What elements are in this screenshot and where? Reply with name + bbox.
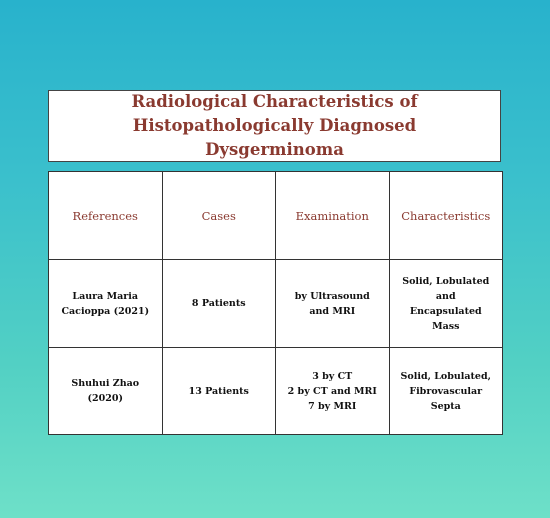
examination-line: by Ultrasound and MRI [294,290,370,317]
header-cases: Cases [162,172,276,260]
table-header-row [49,172,503,260]
cell-reference: Shuhui Zhao (2020) [49,348,163,435]
characteristics-table [48,171,503,435]
header-characteristics: Characteristics [389,172,503,260]
examination-line: 2 by CT and MRI [287,385,377,397]
cell-cases: 8 Patients [162,260,276,348]
page-title: Radiological Characteristics of Histopathologically Diagnosed Dysgerminoma [131,92,418,159]
header-references: References [49,172,163,260]
cell-examination [276,348,390,435]
cell-reference: Laura Maria Cacioppa (2021) [49,260,163,348]
header-examination: Examination [276,172,390,260]
table-row [49,260,503,348]
cell-characteristics: Solid, Lobulated and Encapsulated Mass [389,260,503,348]
cell-examination [276,260,390,348]
examination-line: 3 by CT [312,370,353,382]
cell-cases: 13 Patients [162,348,276,435]
examination-line: 7 by MRI [308,400,357,412]
cell-characteristics: Solid, Lobulated, Fibrovascular Septa [389,348,503,435]
table-row [49,348,503,435]
title-box [48,90,501,162]
